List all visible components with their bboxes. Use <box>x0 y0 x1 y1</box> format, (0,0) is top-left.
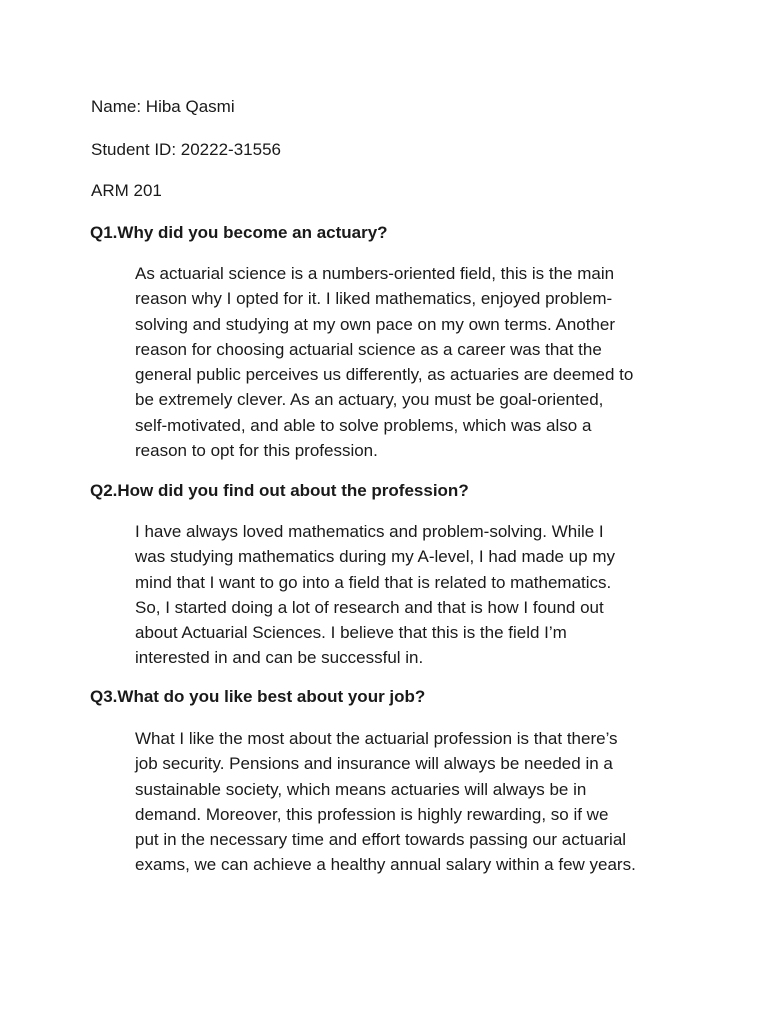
answer-line: mind that I want to go into a field that is related to mathematics. <box>135 572 612 592</box>
answer-line: So, I started doing a lot of research and that is how I found out <box>135 597 604 617</box>
answer-line: about Actuarial Sciences. I believe that this is the field I’m <box>135 623 567 643</box>
answer-line: reason for choosing actuarial science as a career was that the <box>135 339 602 359</box>
answer-line: solving and studying at my own pace on my own terms. Another <box>135 314 616 334</box>
answer-2 <box>135 519 695 671</box>
answer-line: job security. Pensions and insurance will always be needed in a <box>135 754 613 774</box>
answer-line: put in the necessary time and effort towards passing our actuarial <box>135 830 627 850</box>
answer-line: I have always loved mathematics and problem-solving. While I <box>135 522 604 541</box>
answer-line: interested in and can be successful in. <box>135 648 424 668</box>
question-3: Q3.What do you like best about your job? <box>90 687 426 706</box>
answer-line: was studying mathematics during my A-level, I had made up my <box>135 547 615 567</box>
answer-1 <box>135 261 695 463</box>
answer-line: demand. Moreover, this profession is highly rewarding, so if we <box>135 804 609 824</box>
answer-line: be extremely clever. As an actuary, you must be goal-oriented, <box>135 390 604 410</box>
answer-line: general public perceives us differently, as actuaries are deemed to <box>135 365 634 385</box>
student-name: Name: Hiba Qasmi <box>91 97 235 116</box>
question-1: Q1.Why did you become an actuary? <box>90 223 388 242</box>
answer-line: What I like the most about the actuarial profession is that there’s <box>135 729 618 748</box>
answer-line: reason to opt for this profession. <box>135 441 378 461</box>
student-id: Student ID: 20222-31556 <box>91 140 281 159</box>
answer-line: self-motivated, and able to solve problems, which was also a <box>135 415 592 435</box>
answer-line: As actuarial science is a numbers-oriented field, this is the main <box>135 264 615 283</box>
answer-line: exams, we can achieve a healthy annual salary within a few years. <box>135 855 636 875</box>
answer-line: reason why I opted for it. I liked mathematics, enjoyed problem- <box>135 289 613 309</box>
answer-3 <box>135 726 695 878</box>
question-2: Q2.How did you find out about the profession? <box>90 481 469 500</box>
course-code: ARM 201 <box>91 181 162 200</box>
answer-line: sustainable society, which means actuaries will always be in <box>135 779 587 799</box>
